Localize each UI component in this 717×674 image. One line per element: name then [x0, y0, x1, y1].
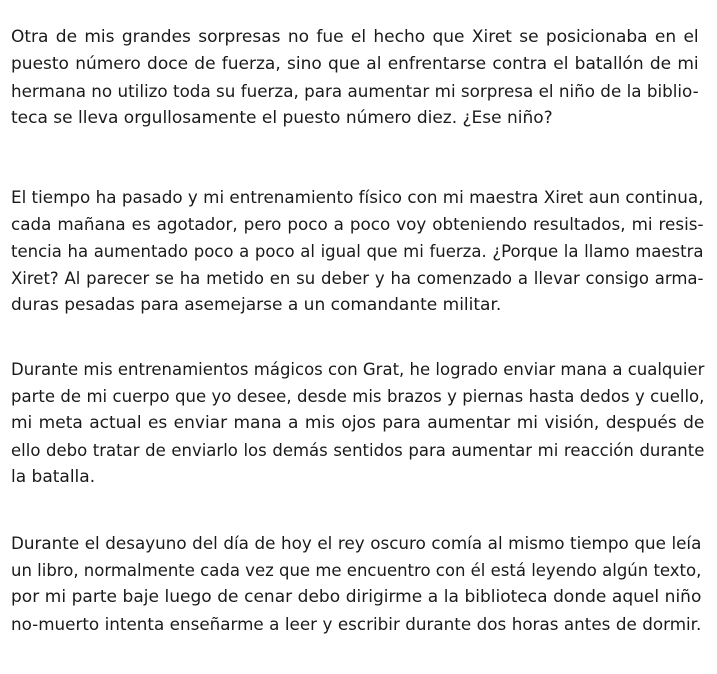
text-line: la batalla.	[11, 467, 96, 487]
paragraph-3	[11, 356, 704, 491]
text-line: Durante el desayuno del día de hoy el rey oscuro comía al mismo tiempo que leía	[11, 533, 702, 553]
text-line: Xiret? Al parecer se ha metido en su deber y ha comenzado a llevar consigo arma-	[11, 269, 704, 288]
text-line: cada mañana es agotador, pero poco a poco voy obteniendo resultados, mi resis-	[11, 214, 704, 234]
text-line: por mi parte baje luego de cenar debo dirigirme a la biblioteca donde aquel niño	[11, 587, 702, 607]
text-line: hermana no utilizo toda su fuerza, para aumentar mi sorpresa el niño de la biblio-	[11, 81, 699, 101]
text-line: Durante mis entrenamientos mágicos con Grat, he logrado enviar mana a cualquier	[11, 360, 705, 379]
text-line: no-muerto intenta enseñarme a leer y escribir durante dos horas antes de dormir.	[11, 614, 702, 634]
text-line: Otra de mis grandes sorpresas no fue el hecho que Xiret se posicionaba en el	[11, 27, 699, 47]
text-line: puesto número doce de fuerza, sino que al enfrentarse contra el batallón de mi	[11, 54, 699, 74]
text-line: un libro, normalmente cada vez que me encuentro con él está leyendo algún texto,	[11, 561, 702, 580]
paragraph-4	[11, 530, 701, 638]
text-line: tencia ha aumentado poco a poco al igual que mi fuerza. ¿Porque la llamo maestra	[11, 242, 704, 261]
text-line: ello debo tratar de enviarlo los demás sentidos para aumentar mi reacción durante	[11, 441, 705, 460]
text-line: teca se lleva orgullosamente el puesto número diez. ¿Ese niño?	[11, 108, 553, 128]
text-line: mi meta actual es enviar mana a mis ojos para aumentar mi visión, después de	[11, 413, 705, 433]
paragraph-2	[11, 184, 704, 319]
text-line: El tiempo ha pasado y mi entrenamiento físico con mi maestra Xiret aun continua,	[11, 187, 704, 207]
paragraph-1	[11, 24, 699, 132]
text-line: duras pesadas para asemejarse a un comandante militar.	[11, 295, 502, 315]
text-line: parte de mi cuerpo que yo desee, desde mis brazos y piernas hasta dedos y cuello,	[11, 387, 705, 406]
